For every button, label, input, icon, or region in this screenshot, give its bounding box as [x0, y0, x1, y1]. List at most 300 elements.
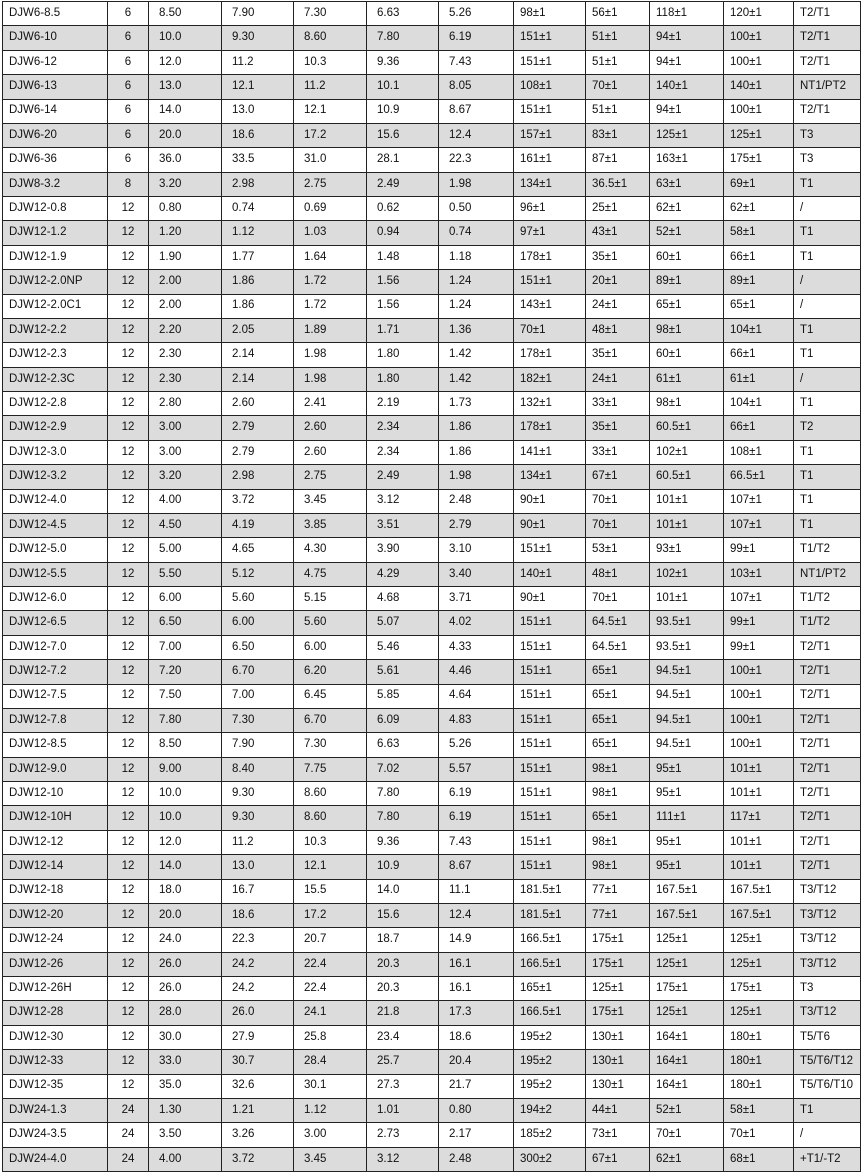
terminal-cell: / — [794, 294, 861, 318]
table-row — [3, 952, 861, 976]
width-cell: 70±1 — [586, 489, 650, 513]
capacity-20hr-cell: 36.0 — [149, 148, 222, 172]
voltage-cell: 12 — [108, 928, 149, 952]
capacity-10hr-cell: 1.86 — [222, 294, 294, 318]
terminal-cell: T1 — [794, 221, 861, 245]
table-row — [3, 928, 861, 952]
width-cell: 175±1 — [586, 952, 650, 976]
capacity-10hr-cell: 9.30 — [222, 782, 294, 806]
total-height-cell: 104±1 — [724, 392, 794, 416]
height-cell: 62±1 — [650, 1147, 724, 1171]
width-cell: 70±1 — [586, 75, 650, 99]
total-height-cell: 89±1 — [724, 270, 794, 294]
voltage-cell: 12 — [108, 684, 149, 708]
capacity-5hr-cell: 1.89 — [294, 318, 367, 342]
voltage-cell: 8 — [108, 172, 149, 196]
capacity-5hr-cell: 1.64 — [294, 245, 367, 269]
height-cell: 102±1 — [650, 562, 724, 586]
height-cell: 63±1 — [650, 172, 724, 196]
model-cell: DJW12-4.0 — [3, 489, 108, 513]
length-cell: 182±1 — [514, 367, 586, 391]
total-height-cell: 58±1 — [724, 221, 794, 245]
table-row — [3, 318, 861, 342]
height-cell: 70±1 — [650, 1123, 724, 1147]
total-height-cell: 62±1 — [724, 197, 794, 221]
capacity-5hr-cell: 2.60 — [294, 440, 367, 464]
total-height-cell: 100±1 — [724, 99, 794, 123]
width-cell: 64.5±1 — [586, 611, 650, 635]
width-cell: 98±1 — [586, 830, 650, 854]
model-cell: DJW12-3.2 — [3, 465, 108, 489]
capacity-20hr-cell: 10.0 — [149, 26, 222, 50]
width-cell: 53±1 — [586, 538, 650, 562]
model-cell: DJW12-26H — [3, 977, 108, 1001]
capacity-5hr-cell: 30.1 — [294, 1074, 367, 1098]
model-cell: DJW12-0.8 — [3, 197, 108, 221]
capacity-10hr-cell: 7.30 — [222, 708, 294, 732]
terminal-cell: T3/T12 — [794, 952, 861, 976]
width-cell: 130±1 — [586, 1050, 650, 1074]
capacity-3hr-cell: 7.80 — [367, 782, 439, 806]
capacity-1hr-cell: 2.79 — [439, 513, 514, 537]
terminal-cell: T1 — [794, 1098, 861, 1122]
width-cell: 65±1 — [586, 733, 650, 757]
table-row — [3, 172, 861, 196]
total-height-cell: 125±1 — [724, 123, 794, 147]
total-height-cell: 104±1 — [724, 318, 794, 342]
height-cell: 125±1 — [650, 123, 724, 147]
table-row — [3, 416, 861, 440]
length-cell: 97±1 — [514, 221, 586, 245]
capacity-1hr-cell: 8.67 — [439, 855, 514, 879]
table-row — [3, 367, 861, 391]
width-cell: 51±1 — [586, 26, 650, 50]
height-cell: 52±1 — [650, 1098, 724, 1122]
length-cell: 134±1 — [514, 465, 586, 489]
capacity-1hr-cell: 4.33 — [439, 635, 514, 659]
height-cell: 94±1 — [650, 26, 724, 50]
width-cell: 44±1 — [586, 1098, 650, 1122]
capacity-3hr-cell: 9.36 — [367, 50, 439, 74]
capacity-1hr-cell: 1.24 — [439, 294, 514, 318]
capacity-10hr-cell: 27.9 — [222, 1025, 294, 1049]
voltage-cell: 12 — [108, 440, 149, 464]
table-row — [3, 221, 861, 245]
width-cell: 73±1 — [586, 1123, 650, 1147]
length-cell: 185±2 — [514, 1123, 586, 1147]
total-height-cell: 140±1 — [724, 75, 794, 99]
table-row — [3, 855, 861, 879]
height-cell: 52±1 — [650, 221, 724, 245]
capacity-5hr-cell: 12.1 — [294, 99, 367, 123]
table-row — [3, 538, 861, 562]
capacity-5hr-cell: 3.45 — [294, 1147, 367, 1171]
length-cell: 178±1 — [514, 343, 586, 367]
capacity-3hr-cell: 1.80 — [367, 343, 439, 367]
table-row — [3, 977, 861, 1001]
height-cell: 118±1 — [650, 2, 724, 26]
width-cell: 130±1 — [586, 1025, 650, 1049]
width-cell: 43±1 — [586, 221, 650, 245]
capacity-1hr-cell: 2.48 — [439, 1147, 514, 1171]
length-cell: 70±1 — [514, 318, 586, 342]
terminal-cell: T3 — [794, 123, 861, 147]
capacity-1hr-cell: 4.64 — [439, 684, 514, 708]
height-cell: 94.5±1 — [650, 733, 724, 757]
table-row — [3, 99, 861, 123]
capacity-20hr-cell: 14.0 — [149, 855, 222, 879]
model-cell: DJW12-1.2 — [3, 221, 108, 245]
terminal-cell: T5/T6/T10 — [794, 1074, 861, 1098]
terminal-cell: T2/T1 — [794, 708, 861, 732]
length-cell: 151±1 — [514, 99, 586, 123]
capacity-1hr-cell: 4.83 — [439, 708, 514, 732]
model-cell: DJW12-24 — [3, 928, 108, 952]
capacity-5hr-cell: 8.60 — [294, 806, 367, 830]
height-cell: 89±1 — [650, 270, 724, 294]
capacity-10hr-cell: 13.0 — [222, 855, 294, 879]
terminal-cell: T2/T1 — [794, 684, 861, 708]
length-cell: 181.5±1 — [514, 903, 586, 927]
total-height-cell: 180±1 — [724, 1050, 794, 1074]
capacity-5hr-cell: 22.4 — [294, 977, 367, 1001]
capacity-20hr-cell: 3.20 — [149, 465, 222, 489]
capacity-5hr-cell: 2.75 — [294, 465, 367, 489]
length-cell: 151±1 — [514, 830, 586, 854]
capacity-10hr-cell: 2.14 — [222, 343, 294, 367]
capacity-10hr-cell: 24.2 — [222, 952, 294, 976]
capacity-1hr-cell: 1.98 — [439, 172, 514, 196]
capacity-5hr-cell: 12.1 — [294, 855, 367, 879]
capacity-5hr-cell: 6.45 — [294, 684, 367, 708]
capacity-1hr-cell: 14.9 — [439, 928, 514, 952]
width-cell: 67±1 — [586, 465, 650, 489]
capacity-10hr-cell: 7.00 — [222, 684, 294, 708]
voltage-cell: 12 — [108, 733, 149, 757]
total-height-cell: 100±1 — [724, 708, 794, 732]
voltage-cell: 24 — [108, 1123, 149, 1147]
terminal-cell: T2/T1 — [794, 855, 861, 879]
model-cell: DJW12-2.2 — [3, 318, 108, 342]
capacity-1hr-cell: 21.7 — [439, 1074, 514, 1098]
height-cell: 140±1 — [650, 75, 724, 99]
height-cell: 95±1 — [650, 757, 724, 781]
height-cell: 93.5±1 — [650, 611, 724, 635]
capacity-20hr-cell: 26.0 — [149, 977, 222, 1001]
capacity-3hr-cell: 0.62 — [367, 197, 439, 221]
capacity-3hr-cell: 1.01 — [367, 1098, 439, 1122]
terminal-cell: T3/T12 — [794, 928, 861, 952]
capacity-20hr-cell: 3.50 — [149, 1123, 222, 1147]
capacity-10hr-cell: 3.72 — [222, 1147, 294, 1171]
capacity-1hr-cell: 12.4 — [439, 123, 514, 147]
capacity-10hr-cell: 2.14 — [222, 367, 294, 391]
terminal-cell: T2/T1 — [794, 733, 861, 757]
width-cell: 98±1 — [586, 782, 650, 806]
terminal-cell: T5/T6/T12 — [794, 1050, 861, 1074]
capacity-5hr-cell: 11.2 — [294, 75, 367, 99]
capacity-5hr-cell: 5.15 — [294, 587, 367, 611]
table-row — [3, 684, 861, 708]
capacity-10hr-cell: 2.98 — [222, 465, 294, 489]
capacity-5hr-cell: 3.45 — [294, 489, 367, 513]
total-height-cell: 65±1 — [724, 294, 794, 318]
capacity-20hr-cell: 28.0 — [149, 1001, 222, 1025]
width-cell: 36.5±1 — [586, 172, 650, 196]
capacity-3hr-cell: 25.7 — [367, 1050, 439, 1074]
capacity-5hr-cell: 31.0 — [294, 148, 367, 172]
capacity-3hr-cell: 1.80 — [367, 367, 439, 391]
capacity-1hr-cell: 0.74 — [439, 221, 514, 245]
terminal-cell: T2/T1 — [794, 830, 861, 854]
model-cell: DJW12-30 — [3, 1025, 108, 1049]
total-height-cell: 117±1 — [724, 806, 794, 830]
total-height-cell: 61±1 — [724, 367, 794, 391]
capacity-20hr-cell: 13.0 — [149, 75, 222, 99]
model-cell: DJW12-2.9 — [3, 416, 108, 440]
capacity-20hr-cell: 9.00 — [149, 757, 222, 781]
voltage-cell: 12 — [108, 635, 149, 659]
width-cell: 125±1 — [586, 977, 650, 1001]
capacity-1hr-cell: 1.24 — [439, 270, 514, 294]
total-height-cell: 100±1 — [724, 733, 794, 757]
capacity-5hr-cell: 1.12 — [294, 1098, 367, 1122]
length-cell: 151±1 — [514, 733, 586, 757]
width-cell: 83±1 — [586, 123, 650, 147]
terminal-cell: T1 — [794, 465, 861, 489]
voltage-cell: 12 — [108, 318, 149, 342]
table-row — [3, 465, 861, 489]
table-row — [3, 50, 861, 74]
terminal-cell: T3 — [794, 148, 861, 172]
terminal-cell: NT1/PT2 — [794, 75, 861, 99]
height-cell: 94±1 — [650, 99, 724, 123]
model-cell: DJW12-18 — [3, 879, 108, 903]
length-cell: 157±1 — [514, 123, 586, 147]
capacity-10hr-cell: 1.21 — [222, 1098, 294, 1122]
table-row — [3, 489, 861, 513]
length-cell: 151±1 — [514, 611, 586, 635]
total-height-cell: 99±1 — [724, 611, 794, 635]
capacity-5hr-cell: 4.30 — [294, 538, 367, 562]
capacity-10hr-cell: 33.5 — [222, 148, 294, 172]
terminal-cell: T2/T1 — [794, 2, 861, 26]
length-cell: 151±1 — [514, 635, 586, 659]
length-cell: 140±1 — [514, 562, 586, 586]
capacity-3hr-cell: 5.46 — [367, 635, 439, 659]
capacity-1hr-cell: 20.4 — [439, 1050, 514, 1074]
capacity-20hr-cell: 1.90 — [149, 245, 222, 269]
capacity-20hr-cell: 20.0 — [149, 123, 222, 147]
total-height-cell: 100±1 — [724, 50, 794, 74]
width-cell: 64.5±1 — [586, 635, 650, 659]
length-cell: 96±1 — [514, 197, 586, 221]
capacity-5hr-cell: 15.5 — [294, 879, 367, 903]
length-cell: 90±1 — [514, 513, 586, 537]
height-cell: 164±1 — [650, 1074, 724, 1098]
capacity-5hr-cell: 1.72 — [294, 270, 367, 294]
capacity-20hr-cell: 7.00 — [149, 635, 222, 659]
voltage-cell: 6 — [108, 148, 149, 172]
terminal-cell: T1 — [794, 172, 861, 196]
total-height-cell: 107±1 — [724, 513, 794, 537]
model-cell: DJW6-14 — [3, 99, 108, 123]
capacity-3hr-cell: 2.34 — [367, 440, 439, 464]
terminal-cell: T2/T1 — [794, 26, 861, 50]
total-height-cell: 125±1 — [724, 928, 794, 952]
table-row — [3, 294, 861, 318]
capacity-20hr-cell: 7.80 — [149, 708, 222, 732]
total-height-cell: 66±1 — [724, 416, 794, 440]
capacity-1hr-cell: 5.57 — [439, 757, 514, 781]
total-height-cell: 70±1 — [724, 1123, 794, 1147]
capacity-3hr-cell: 4.68 — [367, 587, 439, 611]
voltage-cell: 12 — [108, 1025, 149, 1049]
length-cell: 90±1 — [514, 587, 586, 611]
terminal-cell: T1 — [794, 513, 861, 537]
capacity-1hr-cell: 18.6 — [439, 1025, 514, 1049]
length-cell: 195±2 — [514, 1025, 586, 1049]
table-row — [3, 123, 861, 147]
capacity-3hr-cell: 3.90 — [367, 538, 439, 562]
capacity-10hr-cell: 1.12 — [222, 221, 294, 245]
capacity-10hr-cell: 5.60 — [222, 587, 294, 611]
table-row — [3, 513, 861, 537]
model-cell: DJW12-12 — [3, 830, 108, 854]
capacity-5hr-cell: 7.30 — [294, 733, 367, 757]
capacity-10hr-cell: 24.2 — [222, 977, 294, 1001]
width-cell: 70±1 — [586, 587, 650, 611]
length-cell: 151±1 — [514, 270, 586, 294]
battery-spec-table — [2, 1, 861, 1172]
capacity-1hr-cell: 1.42 — [439, 367, 514, 391]
capacity-10hr-cell: 4.65 — [222, 538, 294, 562]
capacity-20hr-cell: 26.0 — [149, 952, 222, 976]
height-cell: 167.5±1 — [650, 879, 724, 903]
capacity-5hr-cell: 22.4 — [294, 952, 367, 976]
capacity-5hr-cell: 17.2 — [294, 903, 367, 927]
terminal-cell: T1/T2 — [794, 587, 861, 611]
capacity-10hr-cell: 3.72 — [222, 489, 294, 513]
terminal-cell: T1 — [794, 489, 861, 513]
capacity-1hr-cell: 1.18 — [439, 245, 514, 269]
capacity-20hr-cell: 2.80 — [149, 392, 222, 416]
capacity-20hr-cell: 2.30 — [149, 343, 222, 367]
height-cell: 98±1 — [650, 392, 724, 416]
terminal-cell: T2/T1 — [794, 635, 861, 659]
table-row — [3, 197, 861, 221]
capacity-1hr-cell: 11.1 — [439, 879, 514, 903]
capacity-3hr-cell: 1.48 — [367, 245, 439, 269]
length-cell: 166.5±1 — [514, 928, 586, 952]
total-height-cell: 101±1 — [724, 830, 794, 854]
table-row — [3, 2, 861, 26]
capacity-3hr-cell: 0.94 — [367, 221, 439, 245]
total-height-cell: 68±1 — [724, 1147, 794, 1171]
total-height-cell: 180±1 — [724, 1074, 794, 1098]
model-cell: DJW6-36 — [3, 148, 108, 172]
capacity-20hr-cell: 4.00 — [149, 1147, 222, 1171]
width-cell: 130±1 — [586, 1074, 650, 1098]
model-cell: DJW12-20 — [3, 903, 108, 927]
capacity-5hr-cell: 10.3 — [294, 830, 367, 854]
capacity-1hr-cell: 3.71 — [439, 587, 514, 611]
capacity-3hr-cell: 9.36 — [367, 830, 439, 854]
width-cell: 20±1 — [586, 270, 650, 294]
voltage-cell: 12 — [108, 221, 149, 245]
total-height-cell: 66±1 — [724, 245, 794, 269]
length-cell: 195±2 — [514, 1074, 586, 1098]
model-cell: DJW12-7.5 — [3, 684, 108, 708]
capacity-3hr-cell: 15.6 — [367, 903, 439, 927]
voltage-cell: 6 — [108, 50, 149, 74]
capacity-1hr-cell: 0.50 — [439, 197, 514, 221]
capacity-20hr-cell: 2.30 — [149, 367, 222, 391]
length-cell: 151±1 — [514, 26, 586, 50]
height-cell: 125±1 — [650, 928, 724, 952]
capacity-1hr-cell: 5.26 — [439, 733, 514, 757]
height-cell: 94.5±1 — [650, 684, 724, 708]
capacity-20hr-cell: 2.00 — [149, 294, 222, 318]
table-row — [3, 660, 861, 684]
capacity-1hr-cell: 1.73 — [439, 392, 514, 416]
width-cell: 65±1 — [586, 806, 650, 830]
width-cell: 98±1 — [586, 757, 650, 781]
capacity-3hr-cell: 2.34 — [367, 416, 439, 440]
capacity-10hr-cell: 2.79 — [222, 440, 294, 464]
voltage-cell: 12 — [108, 660, 149, 684]
voltage-cell: 12 — [108, 611, 149, 635]
table-row — [3, 903, 861, 927]
capacity-20hr-cell: 8.50 — [149, 2, 222, 26]
height-cell: 175±1 — [650, 977, 724, 1001]
capacity-5hr-cell: 17.2 — [294, 123, 367, 147]
total-height-cell: 167.5±1 — [724, 879, 794, 903]
terminal-cell: T2/T1 — [794, 757, 861, 781]
capacity-5hr-cell: 8.60 — [294, 26, 367, 50]
voltage-cell: 12 — [108, 513, 149, 537]
capacity-3hr-cell: 23.4 — [367, 1025, 439, 1049]
width-cell: 35±1 — [586, 343, 650, 367]
width-cell: 65±1 — [586, 708, 650, 732]
capacity-20hr-cell: 1.20 — [149, 221, 222, 245]
capacity-1hr-cell: 6.19 — [439, 806, 514, 830]
voltage-cell: 24 — [108, 1098, 149, 1122]
height-cell: 94±1 — [650, 50, 724, 74]
table-row — [3, 1050, 861, 1074]
length-cell: 151±1 — [514, 538, 586, 562]
length-cell: 165±1 — [514, 977, 586, 1001]
capacity-1hr-cell: 16.1 — [439, 952, 514, 976]
terminal-cell: T2/T1 — [794, 782, 861, 806]
height-cell: 60±1 — [650, 245, 724, 269]
capacity-20hr-cell: 30.0 — [149, 1025, 222, 1049]
width-cell: 51±1 — [586, 99, 650, 123]
length-cell: 178±1 — [514, 245, 586, 269]
height-cell: 111±1 — [650, 806, 724, 830]
capacity-1hr-cell: 17.3 — [439, 1001, 514, 1025]
width-cell: 65±1 — [586, 660, 650, 684]
capacity-1hr-cell: 6.19 — [439, 26, 514, 50]
capacity-3hr-cell: 3.51 — [367, 513, 439, 537]
capacity-10hr-cell: 1.86 — [222, 270, 294, 294]
capacity-3hr-cell: 7.02 — [367, 757, 439, 781]
length-cell: 178±1 — [514, 416, 586, 440]
voltage-cell: 12 — [108, 538, 149, 562]
capacity-20hr-cell: 10.0 — [149, 782, 222, 806]
width-cell: 67±1 — [586, 1147, 650, 1171]
capacity-1hr-cell: 0.80 — [439, 1098, 514, 1122]
